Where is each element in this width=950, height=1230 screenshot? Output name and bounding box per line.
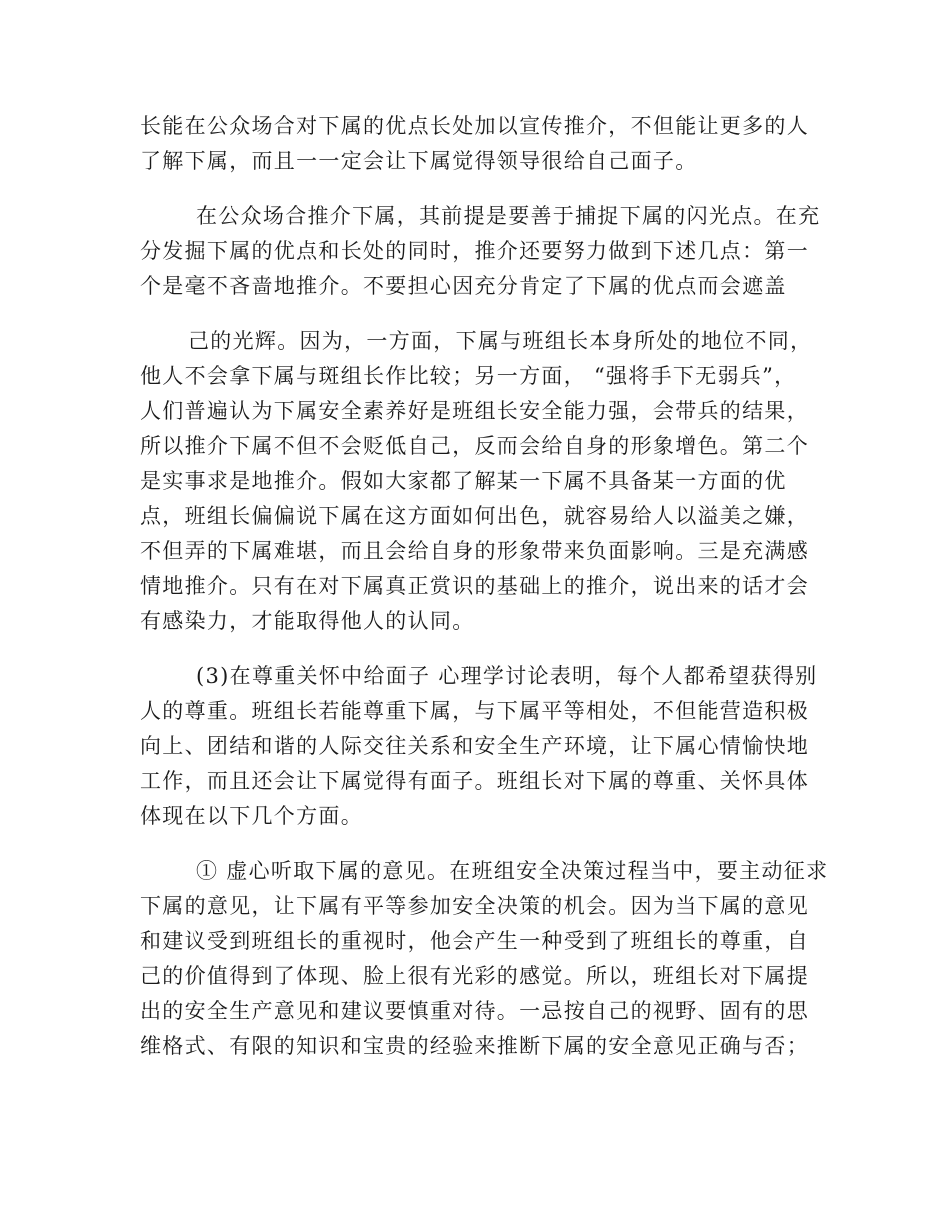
text-line: 己的价值得到了体现、脸上很有光彩的感觉。所以，班组长对下属提 <box>140 964 809 988</box>
text-line: 点，班组长偏偏说下属在这方面如何出色，就容易给人以溢美之嫌， <box>140 504 809 528</box>
text-line: 向上、团结和谐的人际交往关系和安全生产环境，让下属心情愉快地 <box>140 734 809 758</box>
text-line: 情地推介。只有在对下属真正赏识的基础上的推介，说出来的话才会 <box>140 574 809 598</box>
text-line: 不但弄的下属难堪，而且会给自身的形象带来负面影响。三是充满感 <box>140 539 809 563</box>
text-line: 下属的意见，让下属有平等参加安全决策的机会。因为当下属的意见 <box>140 894 809 918</box>
text-line: 出的安全生产意见和建议要慎重对待。一忌按自己的视野、固有的思 <box>140 999 809 1023</box>
text-line: 是实事求是地推介。假如大家都了解某一下属不具备某一方面的优 <box>140 469 787 493</box>
text-line: (3)在尊重关怀中给面子 心理学讨论表明，每个人都希望获得别 <box>196 664 818 688</box>
text-line: 人的尊重。班组长若能尊重下属，与下属平等相处，不但能营造积极 <box>140 699 809 723</box>
text-line: 个是毫不吝啬地推介。不要担心因充分肯定了下属的优点而会遮盖 <box>140 274 787 298</box>
text-line: 在公众场合推介下属，其前提是要善于捕捉下属的闪光点。在充 <box>196 204 821 228</box>
text-line: 人们普遍认为下属安全素养好是班组长安全能力强，会带兵的结果， <box>140 399 809 423</box>
text-line: 维格式、有限的知识和宝贵的经验来推断下属的安全意见正确与否； <box>140 1034 809 1058</box>
text-line: 分发掘下属的优点和长处的同时，推介还要努力做到下述几点：第一 <box>140 239 809 263</box>
text-line: 长能在公众场合对下属的优点长处加以宣传推介，不但能让更多的人 <box>140 114 809 138</box>
text-line: ① 虚心听取下属的意见。在班组安全决策过程当中，要主动征求 <box>196 859 829 883</box>
text-line: 和建议受到班组长的重视时，他会产生一种受到了班组长的尊重，自 <box>140 929 809 953</box>
text-line: 了解下属，而且一一定会让下属觉得领导很给自己面子。 <box>140 149 698 173</box>
text-line: 工作，而且还会让下属觉得有面子。班组长对下属的尊重、关怀具体 <box>140 769 809 793</box>
text-line: 有感染力，才能取得他人的认同。 <box>140 609 475 633</box>
text-line: 他人不会拿下属与斑组长作比较；另一方面， “强将手下无弱兵”， <box>140 364 797 388</box>
text-line: 己的光辉。因为，一方面，下属与班组长本身所处的地位不同， <box>188 329 813 353</box>
text-line: 所以推介下属不但不会贬低自己，反而会给自身的形象增色。第二个 <box>140 434 809 458</box>
text-line: 体现在以下几个方面。 <box>140 804 363 828</box>
